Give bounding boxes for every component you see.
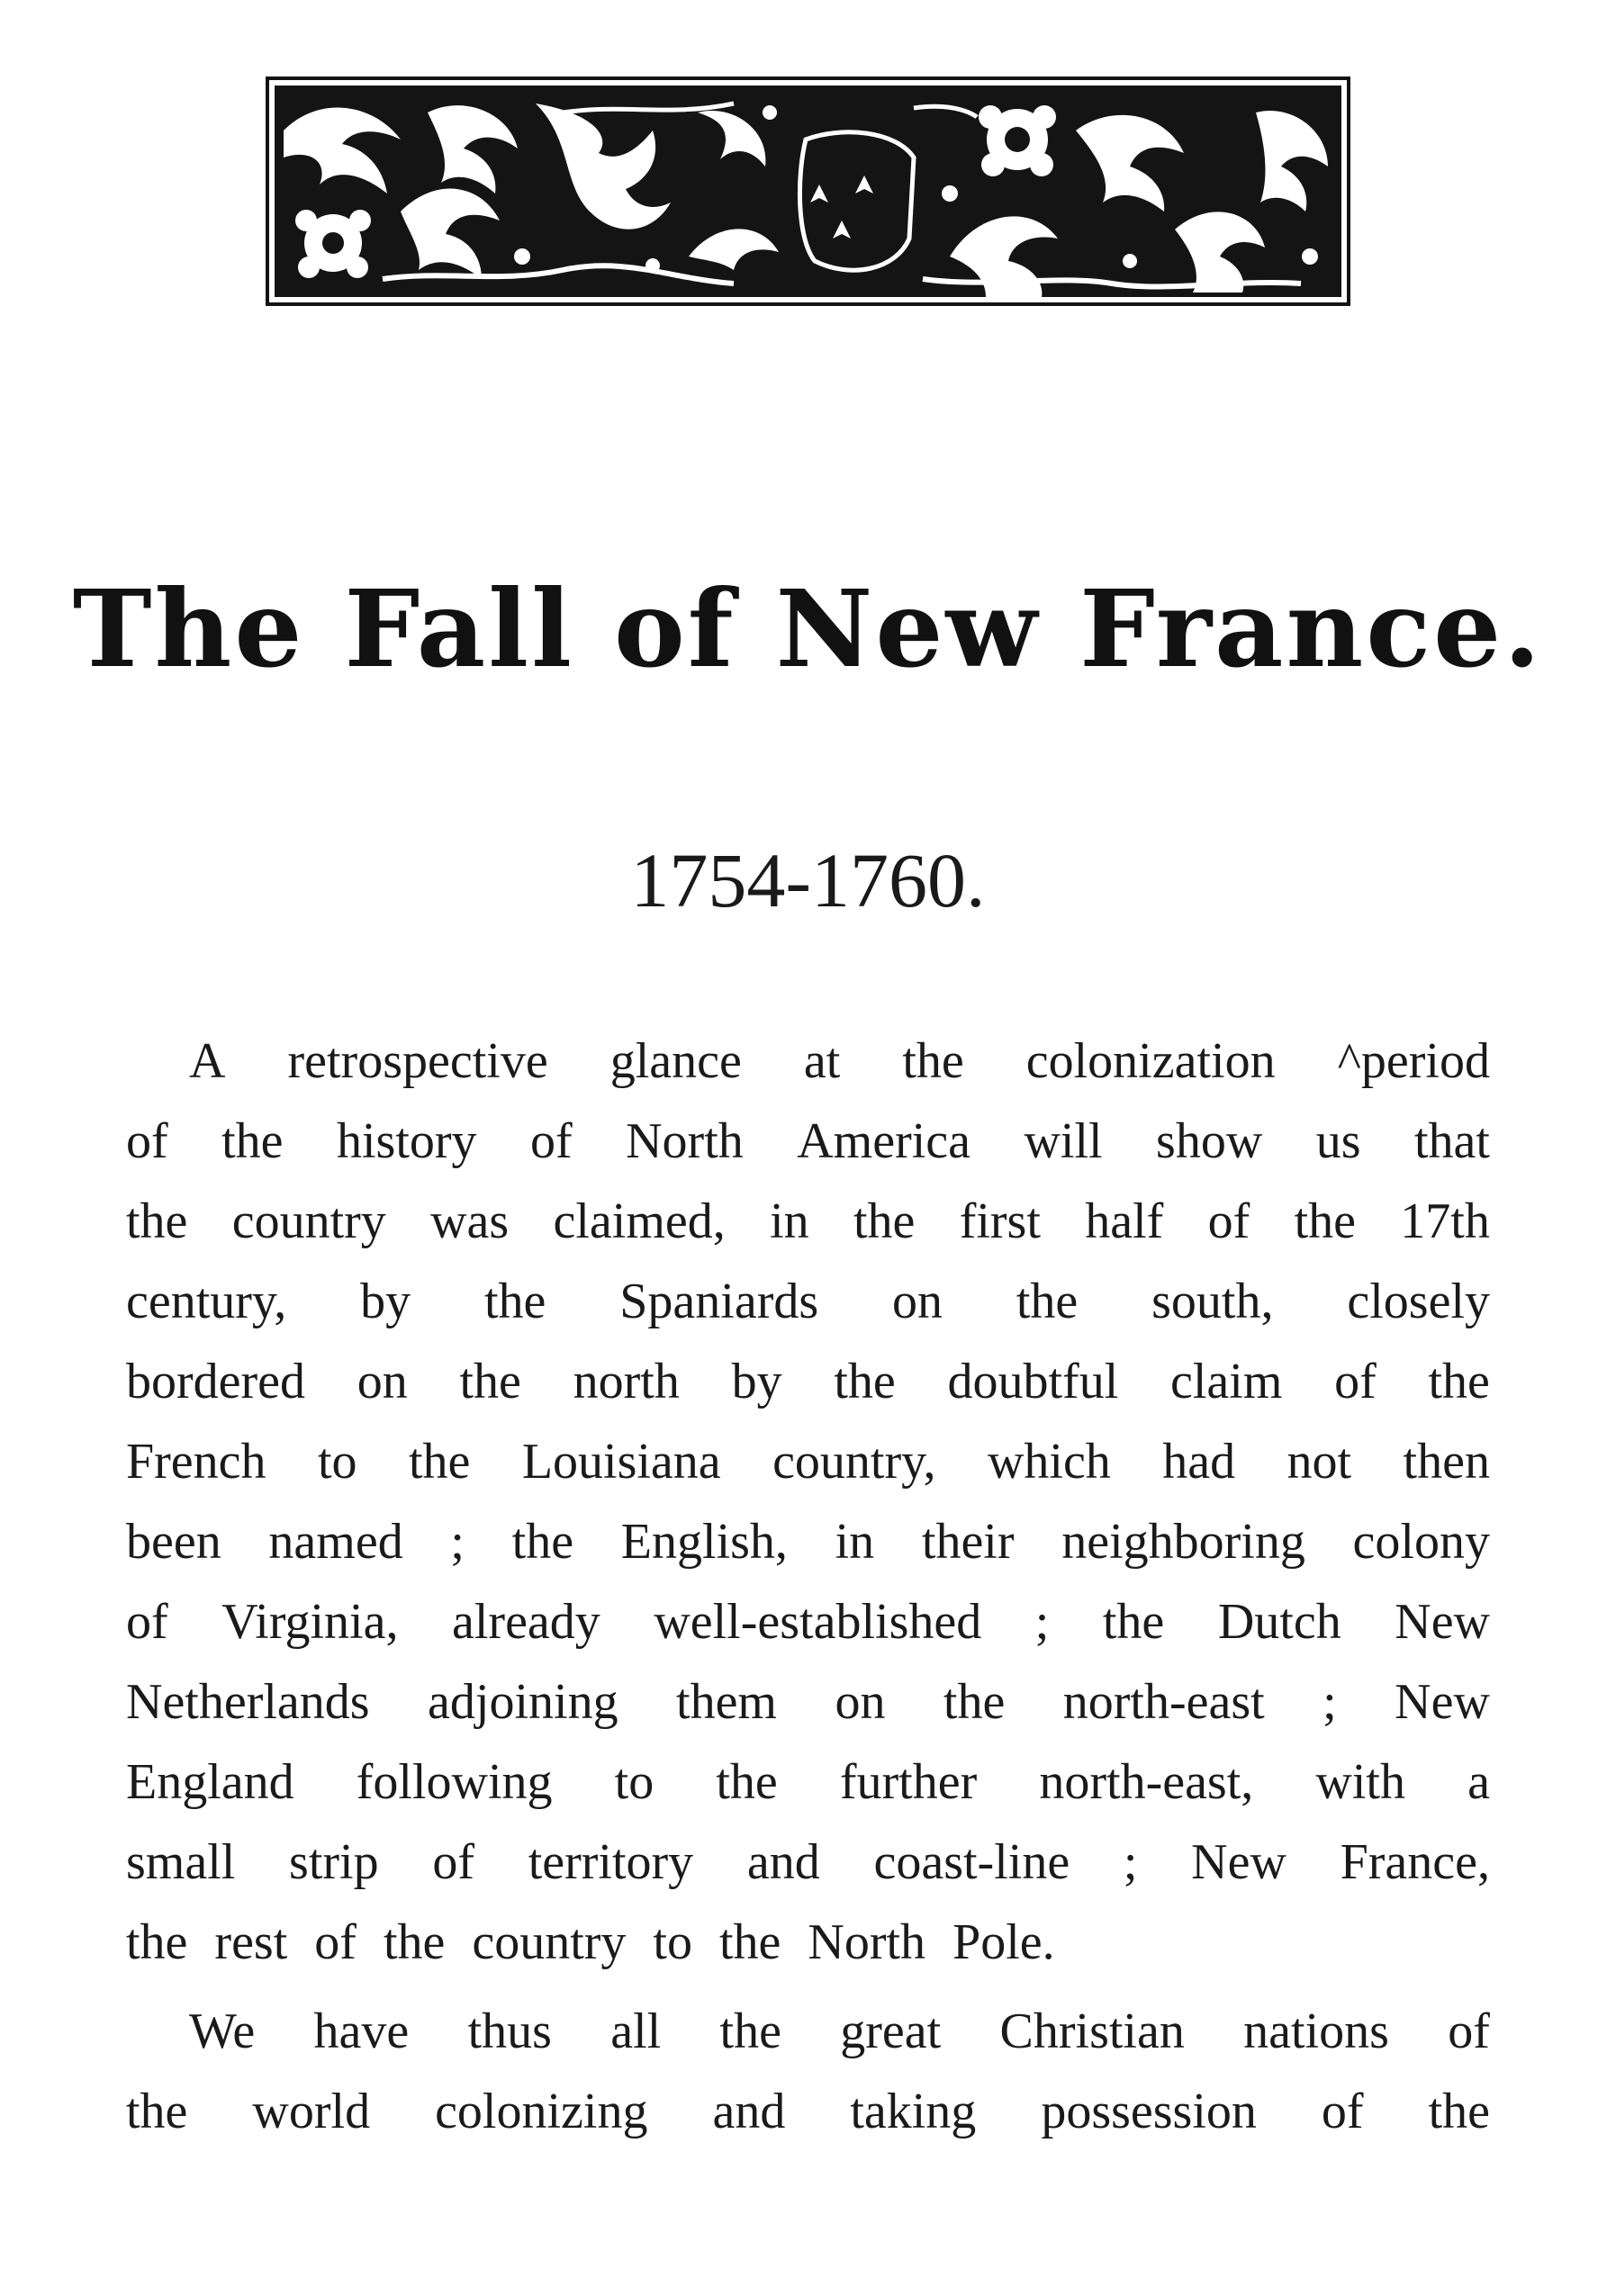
word: which (987, 1434, 1111, 1490)
word: ^period (1337, 1033, 1490, 1089)
word: in (770, 1193, 809, 1249)
word: thus (467, 2003, 552, 2059)
word: us (1315, 1113, 1361, 1169)
word: country (231, 1193, 386, 1249)
word: the (408, 1434, 471, 1490)
word: first (959, 1193, 1041, 1249)
word: bordered (126, 1354, 306, 1409)
word: America (797, 1113, 971, 1169)
word: well-established (654, 1594, 982, 1650)
word: century, (126, 1274, 287, 1329)
text-line (126, 2072, 1490, 2152)
word: of (530, 1113, 573, 1169)
word: to (653, 1914, 692, 1970)
word: New (1395, 1674, 1490, 1730)
word: Christian (999, 2003, 1185, 2059)
word: the (716, 1754, 778, 1810)
word: 17th (1400, 1193, 1490, 1249)
word: rest (214, 1914, 288, 1970)
word: taking (850, 2084, 977, 2139)
word: and (746, 1834, 820, 1890)
word: coast-line (873, 1834, 1070, 1890)
word: glance (609, 1033, 742, 1089)
word: Pole. (952, 1914, 1055, 1970)
word: Virginia, (221, 1594, 399, 1650)
word: the (853, 1193, 916, 1249)
word: not (1286, 1434, 1352, 1490)
word: of (1207, 1193, 1250, 1249)
text-line (126, 1262, 1490, 1342)
word: retrospective (287, 1033, 548, 1089)
word: the (718, 1914, 781, 1970)
text-line (126, 1182, 1490, 1262)
word: named (268, 1514, 403, 1570)
floral-scroll-ornament-icon (266, 77, 1350, 306)
word: France, (1340, 1834, 1490, 1890)
word: them (676, 1674, 777, 1730)
word: that (1413, 1113, 1490, 1169)
word: We (189, 2003, 256, 2059)
word: their (921, 1514, 1015, 1570)
text-line (126, 1662, 1490, 1742)
word: North (808, 1914, 926, 1970)
word: the (126, 1193, 188, 1249)
word: England (126, 1754, 294, 1810)
word: of (432, 1834, 474, 1890)
word: of (314, 1914, 357, 1970)
word: further (839, 1754, 978, 1810)
word: been (126, 1514, 221, 1570)
word: A (189, 1033, 226, 1089)
date-range: 1754-1760. (630, 837, 986, 923)
text-line (126, 1742, 1490, 1823)
word: on (892, 1274, 943, 1329)
word: possession (1041, 2084, 1257, 2139)
word: the (1428, 1354, 1490, 1409)
text-line (126, 1342, 1490, 1422)
word: of (126, 1113, 168, 1169)
text-line (126, 1502, 1490, 1582)
text-line (126, 1823, 1490, 1903)
word: the (383, 1914, 446, 1970)
word: claimed, (553, 1193, 726, 1249)
word: south, (1151, 1274, 1274, 1329)
word: in (835, 1514, 875, 1570)
word: show (1156, 1113, 1263, 1169)
word: already (452, 1594, 600, 1650)
word: was (430, 1193, 510, 1249)
word: will (1024, 1113, 1103, 1169)
word: with (1315, 1754, 1405, 1810)
word: country (472, 1914, 627, 1970)
word: nations (1243, 2003, 1389, 2059)
word: had (1162, 1434, 1236, 1490)
text-line (126, 1992, 1490, 2072)
word: then (1403, 1434, 1490, 1490)
word: ; (1034, 1594, 1050, 1650)
paragraph-2 (126, 1992, 1490, 2152)
page-title: The Fall of New France. (72, 566, 1544, 691)
word: colonizing (435, 2084, 648, 2139)
word: and (712, 2084, 786, 2139)
word: French (126, 1434, 266, 1490)
word: New (1191, 1834, 1286, 1890)
word: territory (528, 1834, 694, 1890)
word: the (943, 1674, 1006, 1730)
text-line (126, 1022, 1490, 1102)
word: country, (772, 1434, 936, 1490)
word: the (126, 1914, 188, 1970)
word: the (1294, 1193, 1356, 1249)
word: ; (1323, 1674, 1337, 1730)
word: small (126, 1834, 236, 1890)
word: by (360, 1274, 411, 1329)
word: on (357, 1354, 408, 1409)
word: Spaniards (619, 1274, 819, 1329)
word: on (835, 1674, 886, 1730)
word: north-east (1062, 1674, 1265, 1730)
word: ; (450, 1514, 465, 1570)
word: colony (1352, 1514, 1490, 1570)
body-text (126, 1022, 1490, 2152)
word: Netherlands (126, 1674, 370, 1730)
text-line (126, 1102, 1490, 1182)
word: of (126, 1594, 168, 1650)
word: of (1321, 2084, 1364, 2139)
word: neighboring (1061, 1514, 1305, 1570)
word: North (626, 1113, 744, 1169)
word: following (356, 1754, 553, 1810)
word: New (1395, 1594, 1490, 1650)
word: to (614, 1754, 655, 1810)
word: the (1102, 1594, 1165, 1650)
word: the (221, 1113, 284, 1169)
word: the (484, 1274, 546, 1329)
word: by (731, 1354, 782, 1409)
word: Louisiana (521, 1434, 721, 1490)
word: world (252, 2084, 371, 2139)
word: half (1085, 1193, 1164, 1249)
word: colonization (1025, 1033, 1276, 1089)
word: closely (1347, 1274, 1490, 1329)
word: the (1016, 1274, 1079, 1329)
word: of (1334, 1354, 1377, 1409)
paragraph-1 (126, 1022, 1490, 1983)
text-line (126, 1582, 1490, 1662)
word: have (313, 2003, 410, 2059)
word: to (317, 1434, 357, 1490)
word: claim (1169, 1354, 1283, 1409)
word: all (610, 2003, 662, 2059)
text-line (126, 1422, 1490, 1502)
word: at (803, 1033, 841, 1089)
word: English, (620, 1514, 788, 1570)
word: strip (289, 1834, 379, 1890)
word: the (459, 1354, 521, 1409)
word: the (902, 1033, 964, 1089)
word: history (336, 1113, 477, 1169)
header-ornament (266, 77, 1350, 306)
word: doubtful (947, 1354, 1119, 1409)
word: the (511, 1514, 574, 1570)
word: Dutch (1217, 1594, 1341, 1650)
text-line (126, 1903, 1490, 1983)
word: north (573, 1354, 680, 1409)
word: the (834, 1354, 896, 1409)
word: adjoining (428, 1674, 618, 1730)
word: great (840, 2003, 942, 2059)
word: north-east, (1039, 1754, 1254, 1810)
word: of (1448, 2003, 1490, 2059)
word: ; (1123, 1834, 1138, 1890)
word: a (1467, 1754, 1490, 1810)
word: the (1428, 2084, 1490, 2139)
word: the (719, 2003, 781, 2059)
word: the (126, 2084, 188, 2139)
